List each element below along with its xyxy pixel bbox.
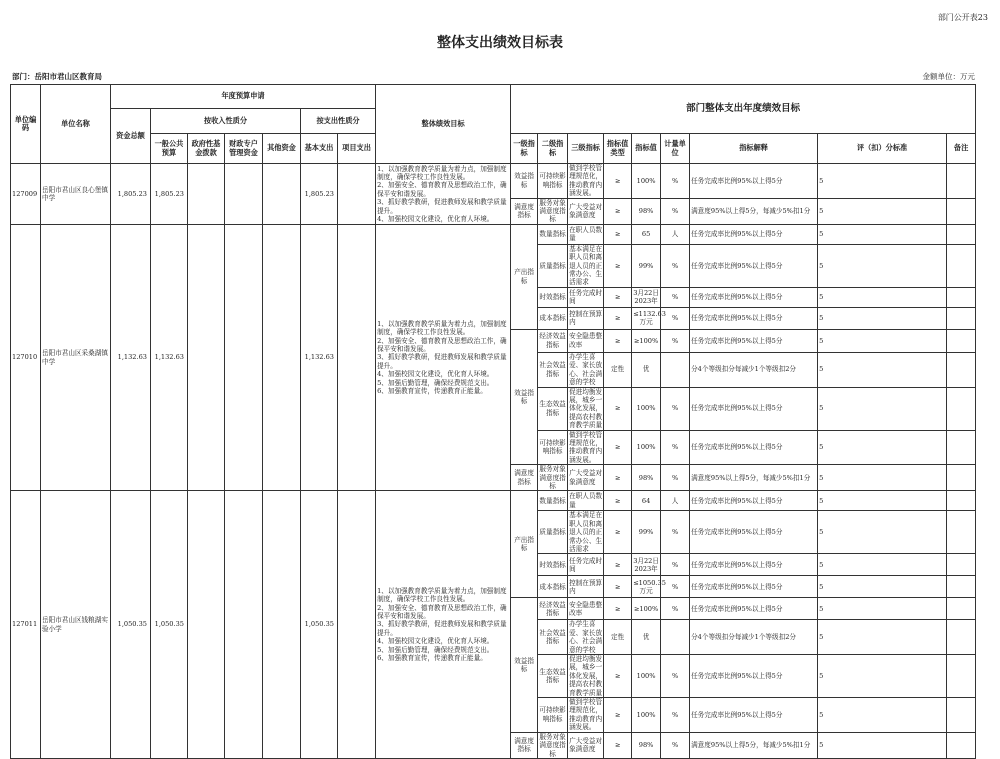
page-title: 整体支出绩效目标表 — [437, 35, 563, 51]
indicator-level2: 生态效益指标 — [538, 387, 568, 430]
amount-total: 1,132.63 — [111, 224, 151, 491]
header-name: 单位名称 — [41, 85, 111, 164]
indicator-value-type: ≥ — [604, 655, 632, 698]
amount-general: 1,132.63 — [151, 224, 188, 491]
indicator-level2: 社会效益指标 — [538, 352, 568, 387]
note — [947, 224, 976, 244]
header-gov-fund: 政府性基金拨款 — [188, 134, 225, 164]
unit-name: 岳阳市君山区良心堡镇中学 — [41, 164, 111, 225]
scoring-standard: 5 — [818, 307, 947, 329]
note — [947, 598, 976, 620]
amount-basic: 1,050.35 — [301, 491, 338, 759]
indicator-value-type: 定性 — [604, 352, 632, 387]
amount-gov-fund — [188, 224, 225, 491]
scoring-standard: 5 — [818, 329, 947, 352]
indicator-measure-unit: % — [661, 198, 690, 224]
header-explain: 指标解释 — [690, 134, 818, 164]
note — [947, 164, 976, 199]
indicator-level3: 基本满足在职人员和离退人员的正常办公、生活需求 — [569, 511, 603, 553]
indicator-measure-unit: % — [661, 430, 690, 465]
indicator-value: ≤1132.63万元 — [632, 307, 661, 329]
amount-gov-fund — [188, 491, 225, 759]
header-budget: 年度预算申请 — [111, 85, 376, 109]
scoring-standard: 5 — [818, 430, 947, 465]
indicator-value: 65 — [632, 224, 661, 244]
indicator-measure-unit: % — [661, 244, 690, 287]
scoring-standard: 5 — [818, 491, 947, 511]
note — [947, 655, 976, 698]
indicator-level3: 做到学校管理规范化，推动教育内涵发展。 — [569, 430, 603, 464]
header-general: 一般公共预算 — [151, 134, 188, 164]
scoring-standard: 5 — [818, 387, 947, 430]
overall-goal: 1、以加强教育教学质量为着力点，加强制度制度，确保学校工作良性发展。 2、加强安全、德育教育及思想政治工作，确保平安和谐发展。 3、抓好教学教研，促进教师发展和教学质量提升。 4、加强校园文化建设，优化育人环境。 5、加强后勤管理，确保经费规范支出。 6、加强教育宣传，传递教育正能量。 — [376, 491, 511, 759]
note — [947, 511, 976, 554]
indicator-value: 64 — [632, 491, 661, 511]
scoring-standard: 5 — [818, 554, 947, 576]
amount-other — [263, 491, 301, 759]
indicator-level2: 服务对象满意度指标 — [539, 465, 566, 490]
indicator-level1: 满意度指标 — [511, 465, 538, 491]
indicator-explanation: 任务完成率比例95%以上得5分 — [690, 511, 818, 554]
indicator-level2: 数量指标 — [538, 491, 568, 511]
amount-project — [338, 224, 376, 491]
header-note: 备注 — [947, 134, 976, 164]
indicator-value-type: ≥ — [604, 511, 632, 554]
indicator-level1: 产出指标 — [511, 491, 538, 598]
indicator-level2: 经济效益指标 — [538, 598, 568, 620]
indicator-explanation: 任务完成率比例95%以上得5分 — [690, 491, 818, 511]
indicator-measure-unit: % — [661, 511, 690, 554]
indicator-measure-unit: % — [661, 554, 690, 576]
indicator-value: ≥100% — [632, 598, 661, 620]
header-vtype: 指标值类型 — [604, 134, 632, 164]
header-by-expense: 按支出性质分 — [301, 109, 376, 134]
amount-other — [263, 164, 301, 225]
indicator-value: 99% — [632, 244, 661, 287]
indicator-measure-unit: % — [661, 329, 690, 352]
note — [947, 198, 976, 224]
indicator-explanation: 任务完成率比例95%以上得5分 — [690, 598, 818, 620]
indicator-measure-unit: % — [661, 732, 690, 758]
page-label: 部门公开表23 — [937, 13, 988, 22]
indicator-value-type: ≥ — [604, 244, 632, 287]
note — [947, 620, 976, 655]
indicator-measure-unit: % — [661, 655, 690, 698]
scoring-standard: 5 — [818, 511, 947, 554]
indicator-value: 100% — [632, 655, 661, 698]
overall-goal: 1、以加强教育教学质量为着力点，加强制度制度，确保学校工作良性发展。 2、加强安全、德育教育及思想政治工作，确保平安和谐发展。 3、抓好教学教研，促进教师发展和教学质量提升。 4、加强校园文化建设，优化育人环境。 — [376, 164, 511, 225]
header-code: 单位编码 — [11, 85, 41, 164]
indicator-level2: 可持续影响指标 — [538, 698, 568, 733]
unit-name: 岳阳市君山区采桑湖镇中学 — [41, 224, 111, 491]
indicator-level2: 数量指标 — [538, 224, 568, 244]
indicator-explanation: 任务完成率比例95%以上得5分 — [690, 164, 818, 199]
table-row — [11, 491, 976, 511]
indicator-explanation: 满意度95%以上得5分，每减少5%扣1分 — [690, 465, 818, 491]
indicator-level1: 效益指标 — [511, 598, 538, 732]
note — [947, 576, 976, 598]
indicator-explanation: 任务完成率比例95%以上得5分 — [690, 576, 818, 598]
scoring-standard: 5 — [818, 244, 947, 287]
indicator-value-type: ≥ — [604, 465, 632, 491]
indicator-measure-unit: % — [661, 698, 690, 733]
note — [947, 287, 976, 307]
indicator-explanation: 任务完成率比例95%以上得5分 — [690, 224, 818, 244]
indicator-value-type: ≥ — [604, 598, 632, 620]
note — [947, 430, 976, 465]
header-fiscal: 财政专户管理资金 — [225, 134, 263, 164]
indicator-level2: 可持续影响指标 — [538, 430, 568, 465]
amount-total: 1,050.35 — [111, 491, 151, 759]
unit-code: 127009 — [11, 164, 41, 225]
indicator-explanation: 任务完成率比例95%以上得5分 — [690, 655, 818, 698]
scoring-standard: 5 — [818, 352, 947, 387]
indicator-explanation: 任务完成率比例95%以上得5分 — [690, 244, 818, 287]
amount-unit-label: 金额单位：万元 — [922, 72, 975, 81]
indicator-level3: 广大受益对象满意度 — [568, 732, 604, 758]
note — [947, 465, 976, 491]
indicator-explanation: 任务完成率比例95%以上得5分 — [690, 329, 818, 352]
indicator-level3: 促进均衡发展，城乡一体化发展，提高农村教育教学质量 — [569, 387, 603, 430]
indicator-level3: 控制在预算内 — [568, 576, 604, 598]
indicator-measure-unit: % — [661, 164, 690, 199]
indicator-value: ≤1050.35万元 — [632, 576, 661, 598]
indicator-level1: 效益指标 — [511, 164, 538, 199]
indicator-level2: 成本指标 — [538, 576, 568, 598]
indicator-value: 3月22日2023年 — [633, 288, 659, 306]
amount-total: 1,805.23 — [111, 164, 151, 225]
indicator-value-type: 定性 — [604, 620, 632, 655]
indicator-value: 3月22日2023年 — [632, 554, 661, 576]
indicator-level3: 做到学校管理规范化，推动教育内涵发展。 — [569, 698, 603, 732]
indicator-measure-unit: 人 — [661, 491, 690, 511]
note — [947, 554, 976, 576]
performance-table — [10, 84, 976, 759]
indicator-level3: 基本满足在职人员和离退人员的正常办公、生活需求 — [569, 244, 603, 287]
note — [947, 329, 976, 352]
indicator-level3: 任务完成时间 — [568, 554, 604, 576]
indicator-value-type: ≥ — [604, 554, 632, 576]
header-total: 资金总额 — [111, 109, 151, 164]
indicator-value-type: ≥ — [604, 491, 632, 511]
scoring-standard: 5 — [818, 224, 947, 244]
indicator-level3: 安全隐患整改率 — [568, 598, 604, 620]
note — [947, 307, 976, 329]
indicator-value-type: ≥ — [604, 164, 632, 199]
indicator-value: 100% — [632, 430, 661, 465]
note — [947, 352, 976, 387]
indicator-level3: 广大受益对象满意度 — [568, 465, 604, 491]
header-other: 其他资金 — [263, 134, 301, 164]
amount-basic: 1,805.23 — [301, 164, 338, 225]
indicator-value-type: ≥ — [604, 732, 632, 758]
indicator-level1: 满意度指标 — [511, 198, 538, 224]
amount-other — [263, 224, 301, 491]
amount-fiscal — [225, 164, 263, 225]
indicator-value: 100% — [632, 698, 661, 733]
indicator-explanation: 满意度95%以上得5分，每减少5%扣1分 — [690, 732, 818, 758]
note — [947, 732, 976, 758]
indicator-explanation: 分4个等级扣分每减少1个等级扣2分 — [690, 620, 818, 655]
indicator-explanation: 任务完成率比例95%以上得5分 — [690, 430, 818, 465]
indicator-value-type: ≥ — [604, 287, 632, 307]
header-score: 评（扣）分标准 — [818, 134, 947, 164]
indicator-level3: 广大受益对象满意度 — [568, 198, 604, 224]
indicator-level1: 产出指标 — [511, 224, 538, 329]
scoring-standard: 5 — [818, 732, 947, 758]
indicator-explanation: 任务完成率比例95%以上得5分 — [690, 287, 818, 307]
table-row — [11, 164, 976, 199]
indicator-value: 98% — [632, 465, 661, 491]
indicator-level3: 促进均衡发展，城乡一体化发展，提高农村教育教学质量 — [569, 655, 603, 697]
indicator-explanation: 满意度95%以上得5分，每减少5%扣1分 — [690, 198, 818, 224]
indicator-level2: 服务对象满意度指标 — [539, 732, 566, 758]
note — [947, 387, 976, 430]
indicator-measure-unit: % — [661, 287, 690, 307]
header-project: 项目支出 — [338, 134, 376, 164]
indicator-explanation: 任务完成率比例95%以上得5分 — [690, 554, 818, 576]
amount-project — [338, 491, 376, 759]
header-measure: 计量单位 — [661, 134, 690, 164]
unit-code: 127010 — [11, 224, 41, 491]
indicator-level2: 可持续影响指标 — [538, 164, 568, 199]
header-perf: 部门整体支出年度绩效目标 — [511, 85, 976, 134]
indicator-level2: 生态效益指标 — [538, 655, 568, 698]
scoring-standard: 5 — [818, 655, 947, 698]
amount-gov-fund — [188, 164, 225, 225]
indicator-value-type: ≥ — [604, 576, 632, 598]
indicator-level2: 时效指标 — [538, 554, 568, 576]
indicator-value-type: ≥ — [604, 387, 632, 430]
header-value: 指标值 — [632, 134, 661, 164]
indicator-measure-unit: % — [661, 387, 690, 430]
header-basic: 基本支出 — [301, 134, 338, 164]
indicator-level1: 满意度指标 — [511, 732, 538, 758]
header-l3: 三级指标 — [568, 134, 604, 164]
note — [947, 244, 976, 287]
header-l2: 二级指标 — [538, 134, 568, 164]
indicator-value-type: ≥ — [604, 329, 632, 352]
amount-fiscal — [225, 224, 263, 491]
amount-basic: 1,132.63 — [301, 224, 338, 491]
indicator-level2: 质量指标 — [538, 511, 568, 554]
indicator-value-type: ≥ — [604, 224, 632, 244]
amount-general: 1,050.35 — [151, 491, 188, 759]
indicator-measure-unit: 人 — [661, 224, 690, 244]
indicator-measure-unit — [661, 620, 690, 655]
indicator-level3: 在职人员数量 — [569, 225, 603, 243]
indicator-level2: 经济效益指标 — [538, 329, 568, 352]
indicator-measure-unit: % — [661, 307, 690, 329]
scoring-standard: 5 — [818, 465, 947, 491]
unit-name: 岳阳市君山区钱粮湖实验小学 — [41, 491, 111, 759]
indicator-value: 99% — [632, 511, 661, 554]
indicator-value-type: ≥ — [604, 198, 632, 224]
indicator-value: ≥100% — [632, 329, 661, 352]
amount-general: 1,805.23 — [151, 164, 188, 225]
table-row — [11, 224, 976, 244]
indicator-value: 优 — [632, 620, 661, 655]
indicator-level2: 时效指标 — [538, 287, 568, 307]
scoring-standard: 5 — [818, 698, 947, 733]
scoring-standard: 5 — [818, 576, 947, 598]
indicator-measure-unit: % — [661, 576, 690, 598]
indicator-explanation: 任务完成率比例95%以上得5分 — [690, 307, 818, 329]
scoring-standard: 5 — [818, 598, 947, 620]
scoring-standard: 5 — [818, 164, 947, 199]
unit-code: 127011 — [11, 491, 41, 759]
indicator-level2: 服务对象满意度指标 — [539, 198, 566, 224]
indicator-level3: 做到学校管理规范化，推动教育内涵发展。 — [569, 164, 603, 198]
indicator-value: 优 — [632, 352, 661, 387]
indicator-value: 100% — [632, 387, 661, 430]
header-by-income: 按收入性质分 — [151, 109, 301, 134]
indicator-measure-unit — [661, 352, 690, 387]
header-l1: 一级指标 — [511, 134, 538, 164]
indicator-value: 98% — [632, 198, 661, 224]
note — [947, 491, 976, 511]
amount-project — [338, 164, 376, 225]
indicator-level2: 社会效益指标 — [538, 620, 568, 655]
header-goal: 整体绩效目标 — [376, 85, 511, 164]
overall-goal: 1、以加强教育教学质量为着力点，加强制度制度，确保学校工作良性发展。 2、加强安全、德育教育及思想政治工作，确保平安和谐发展。 3、抓好教学教研，促进教师发展和教学质量提升。 4、加强校园文化建设，优化育人环境。 5、加强后勤管理，确保经费规范支出。 6、加强教育宣传，传递教育正能量。 — [376, 224, 511, 491]
indicator-level3: 控制在预算内 — [568, 307, 604, 329]
indicator-measure-unit: % — [661, 465, 690, 491]
indicator-value: 98% — [632, 732, 661, 758]
indicator-level2: 质量指标 — [538, 244, 568, 287]
indicator-explanation: 任务完成率比例95%以上得5分 — [690, 698, 818, 733]
indicator-level3: 办学生喜爱、家长放心、社会满意的学校 — [569, 620, 603, 654]
indicator-level3: 安全隐患整改率 — [568, 329, 604, 352]
scoring-standard: 5 — [818, 620, 947, 655]
indicator-value-type: ≥ — [604, 698, 632, 733]
indicator-level3: 任务完成时间 — [569, 288, 603, 306]
amount-fiscal — [225, 491, 263, 759]
indicator-value: 100% — [632, 164, 661, 199]
indicator-value-type: ≥ — [604, 307, 632, 329]
indicator-level1: 效益指标 — [511, 329, 538, 464]
note — [947, 698, 976, 733]
scoring-standard: 5 — [818, 287, 947, 307]
indicator-explanation: 分4个等级扣分每减少1个等级扣2分 — [690, 352, 818, 387]
indicator-level3: 在职人员数量 — [569, 492, 603, 509]
indicator-measure-unit: % — [661, 598, 690, 620]
scoring-standard: 5 — [818, 198, 947, 224]
indicator-value-type: ≥ — [604, 430, 632, 465]
department-label: 部门：岳阳市君山区教育局 — [12, 72, 102, 81]
indicator-level3: 办学生喜爱、家长放心、社会满意的学校 — [569, 352, 603, 387]
indicator-explanation: 任务完成率比例95%以上得5分 — [690, 387, 818, 430]
indicator-level2: 成本指标 — [538, 307, 568, 329]
